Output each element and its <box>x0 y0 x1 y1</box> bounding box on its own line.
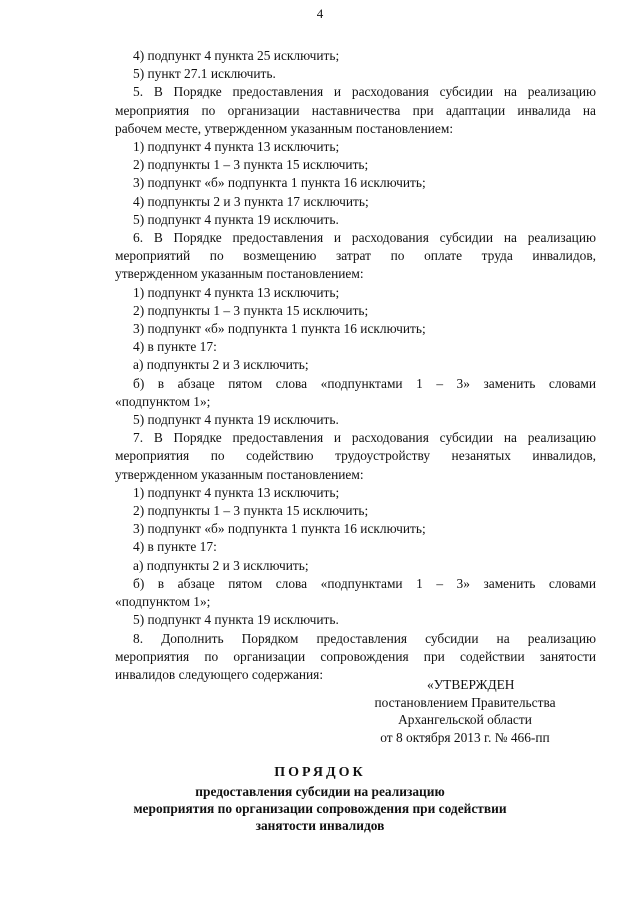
text-line: 5) пункт 27.1 исключить. <box>133 66 276 82</box>
text-line: 5) подпункт 4 пункта 19 исключить. <box>133 211 339 227</box>
title-line: мероприятия по организации сопровождения при содействии <box>133 801 507 816</box>
text-line: мероприятия по организации наставничества при адаптации инвалида на <box>115 102 596 118</box>
text-line: а) подпункты 2 и 3 исключить; <box>133 357 309 373</box>
title-heading: ПОРЯДОК <box>274 765 366 780</box>
text-line: 2) подпункты 1 – 3 пункта 15 исключить; <box>133 157 369 173</box>
approval-line: Архангельской области <box>398 712 532 727</box>
text-line: 4) подпункт 4 пункта 25 исключить; <box>133 48 340 63</box>
text-line: 2) подпункты 1 – 3 пункта 15 исключить; <box>133 503 369 519</box>
text-line: 8. Дополнить Порядком предоставления субсидии на реализацию <box>133 630 596 646</box>
document-body <box>115 47 596 684</box>
text-line: рабочем месте, утвержденном указанным постановлением: <box>115 120 454 136</box>
approval-block <box>365 676 565 746</box>
text-line: б) в абзаце пятом слова «подпунктами 1 – 3» заменить словами <box>133 575 596 591</box>
title-line: предоставления субсидии на реализацию <box>195 784 445 799</box>
text-line: 5) подпункт 4 пункта 19 исключить. <box>133 412 339 428</box>
text-line: 1) подпункт 4 пункта 13 исключить; <box>133 139 340 155</box>
text-line: 1) подпункт 4 пункта 13 исключить; <box>133 284 340 300</box>
title-line: занятости инвалидов <box>255 818 385 833</box>
approval-line: постановлением Правительства <box>374 694 556 710</box>
text-line: инвалидов следующего содержания: <box>115 666 324 682</box>
text-line: б) в абзаце пятом слова «подпунктами 1 – 3» заменить словами <box>133 375 596 391</box>
approval-line: от 8 октября 2013 г. № 466-пп <box>380 729 550 745</box>
text-line: утвержденном указанным постановлением: <box>115 466 364 482</box>
text-line: 7. В Порядке предоставления и расходования субсидии на реализацию <box>133 430 596 446</box>
text-line: 3) подпункт «б» подпункта 1 пункта 16 исключить; <box>133 521 426 537</box>
approval-line: «УТВЕРЖДЕН <box>427 677 515 692</box>
text-line: 5. В Порядке предоставления и расходования субсидии на реализацию <box>133 84 596 100</box>
text-line: 4) в пункте 17: <box>133 539 217 555</box>
page-number: 4 <box>316 6 324 21</box>
text-line: 6. В Порядке предоставления и расходования субсидии на реализацию <box>133 230 596 246</box>
text-line: 2) подпункты 1 – 3 пункта 15 исключить; <box>133 302 369 318</box>
text-line: 3) подпункт «б» подпункта 1 пункта 16 исключить; <box>133 321 426 337</box>
text-line: мероприятия по содействию трудоустройству незанятых инвалидов, <box>115 448 596 464</box>
text-line: мероприятий по возмещению затрат по оплате труда инвалидов, <box>115 248 596 264</box>
text-line: 1) подпункт 4 пункта 13 исключить; <box>133 484 340 500</box>
text-line: 4) подпункты 2 и 3 пункта 17 исключить; <box>133 193 369 209</box>
text-line: 5) подпункт 4 пункта 19 исключить. <box>133 612 339 628</box>
text-line: 3) подпункт «б» подпункта 1 пункта 16 исключить; <box>133 175 426 191</box>
text-line: утвержденном указанным постановлением: <box>115 266 364 282</box>
text-line: 4) в пункте 17: <box>133 339 217 355</box>
document-title <box>0 763 640 834</box>
text-line: «подпунктом 1»; <box>115 594 211 610</box>
text-line: «подпунктом 1»; <box>115 393 211 409</box>
text-line: мероприятия по организации сопровождения при содействии занятости <box>115 648 596 664</box>
text-line: а) подпункты 2 и 3 исключить; <box>133 557 309 573</box>
